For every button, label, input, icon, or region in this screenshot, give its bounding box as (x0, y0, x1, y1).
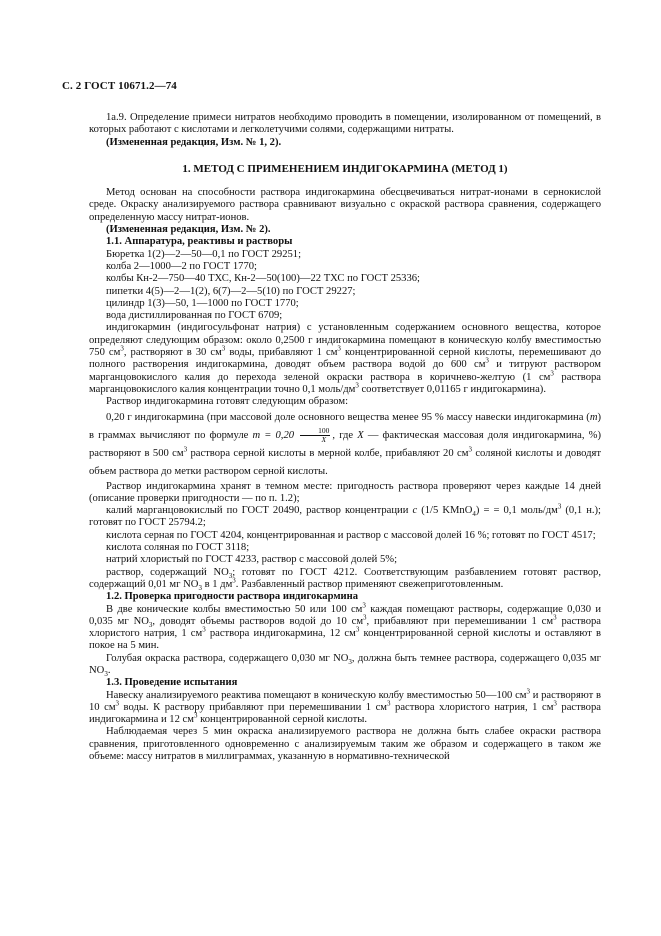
paragraph-1a9: 1а.9. Определение примеси нитратов необходимо проводить в помещении, изолированном от помещений, в которых работают с кислотами и легколетучими солями, содержащими нитраты. (89, 112, 601, 136)
item-indigocarmine: индигокармин (индигосульфонат натрия) с установленным содержанием основного вещества, которое определяют следующим образом: около 0,2500 г индигокармина помещают в коническую колбу вместимостью 750 $см^3$, растворяют в 30 $см^3$ воды, прибавляют 1 $см^3$ концентрированной серной кислоты, перемешивают до полного растворения индигокармина, доводят объем раствора водой до 600 $см^3$ и титруют раствором марганцовокислого калия до перехода зеленой окраски раствора в коричнево-желтую (1 $см^3$ раствора марганцовокислого калия концентрации точно 0,1 моль/$дм^3$ соответствует 0,01165 г индигокармина). (89, 322, 601, 395)
item-water: вода дистиллированная по ГОСТ 6709; (106, 310, 283, 322)
item-cylinder: цилиндр 1(3)—50, 1—1000 по ГОСТ 1770; (106, 297, 299, 309)
document-body (89, 112, 601, 763)
edit-note-2: (Измененная редакция, Изм. № 2). (106, 224, 271, 236)
item-hydrochloric-acid: кислота соляная по ГОСТ 3118; (106, 542, 250, 554)
page-header: С. 2 ГОСТ 10671.2—74 (62, 80, 177, 92)
section-1-3-text: Навеску анализируемого реактива помещают в коническую колбу вместимостью 50—100 $см^3$ и растворяют в 10 $см^3$ воды. К раствору прибавляют при перемешивании 1 $см^3$ раствора хлористого натрия, 1 $см^3$ раствора индигокармина и 12 $см^3$ концентрированной серной кислоты. (89, 687, 601, 726)
prep-paragraph: 0,20 г индигокармина (при массовой доле основного вещества менее 95 % массу навески индигокармина (m) в граммах вычисляют по формуле m = 0,20 $\frac{100}{X}$ , где X — фактическая массовая доля индигокармина, %) растворяют в 500 $см^3$ раствора серной кислоты в мерной колбе, прибавляют 20 $см^3$ соляной кислоты и доводят объем раствора до метки раствором серной кислоты. (89, 411, 602, 477)
item-sulfuric-acid: кислота серная по ГОСТ 4204, концентрированная и раствор с массовой долей 16 %; готовят по ГОСТ 4517; (106, 529, 596, 541)
item-pipettes: пипетки 4(5)—2—1(2), 6(7)—2—5(10) по ГОСТ 29227; (106, 285, 356, 297)
section-1-2-text: В две конические колбы вместимостью 50 или 100 $см^3$ каждая помещают растворы, содержащие 0,030 и 0,035 мг $NO_3$, доводят объемы растворов водой до 10 $см^3$, прибавляют при перемешивании 1 $см^3$ раствора хлористого натрия, 1 $см^3$ раствора индигокармина, 12 $см^3$ концентрированной серной кислоты и оставляют в покое на 5 мин. (89, 600, 601, 652)
item-kmno4: калий марганцовокислый по ГОСТ 20490, раствор концентрации c (1/5 KMnO$_4$) = = 0,1 моль/$дм^3$ (0,1 н.); готовят по ГОСТ 25794.2; (89, 502, 601, 529)
item-burette: Бюретка 1(2)—2—50—0,1 по ГОСТ 29251; (106, 248, 302, 260)
item-flasks-kn: колбы Кн-2—750—40 ТХС, Кн-2—50(100)—22 ТХС по ГОСТ 25336; (106, 273, 420, 285)
item-sodium-chloride: натрий хлористый по ГОСТ 4233, раствор с массовой долей 5%; (106, 554, 398, 566)
edit-note-1: (Измененная редакция, Изм. № 1, 2). (106, 136, 282, 148)
item-flask: колба 2—1000—2 по ГОСТ 1770; (106, 260, 257, 272)
method-basis: Метод основан на способности раствора индигокармина обесцвечиваться нитрат-ионами в сернокислой среде. Окраску анализируемого раствора сравнивают визуально с окраской раствора сравнения, содержащего определенную массу нитрат-ионов. (89, 187, 601, 223)
section-1-2-result: Голубая окраска раствора, содержащего 0,030 мг $NO_3$, должна быть темнее раствора, содержащего 0,035 мг $NO_3$. (89, 652, 601, 679)
section-1-1-title: 1.1. Аппаратура, реактивы и растворы (106, 236, 293, 248)
prep-intro: Раствор индигокармина готовят следующим образом: (106, 396, 349, 408)
item-nitrate-solution: раствор, содержащий $NO_3$; готовят по ГОСТ 4212. Соответствующим разбавлением готовят раствор, содержащий 0,01 мг $NO_3$ в 1 $дм^3$. Разбавленный раствор применяют свежеприготовленным. (89, 566, 602, 593)
section-1-3-observation: Наблюдаемая через 5 мин окраска анализируемого раствора не должна быть слабее окраски раствора сравнения, приготовленного одновременно с анализируемым таким же образом и содержащего в таком же объеме: массу нитратов в миллиграммах, указанную в нормативно-технической (89, 726, 601, 763)
section-1-2-title: 1.2. Проверка пригодности раствора индигокармина (106, 591, 359, 603)
formula-fraction: $\frac{100}{X}$ (300, 427, 330, 444)
chapter-title: 1. МЕТОД С ПРИМЕНЕНИЕМ ИНДИГОКАРМИНА (МЕТОД 1) (182, 162, 508, 175)
storage-note: Раствор индигокармина хранят в темном месте: пригодность раствора проверяют через каждые 14 дней (описание проверки пригодности — по п. 1.2); (89, 480, 601, 504)
section-1-3-title: 1.3. Проведение испытания (106, 677, 238, 689)
